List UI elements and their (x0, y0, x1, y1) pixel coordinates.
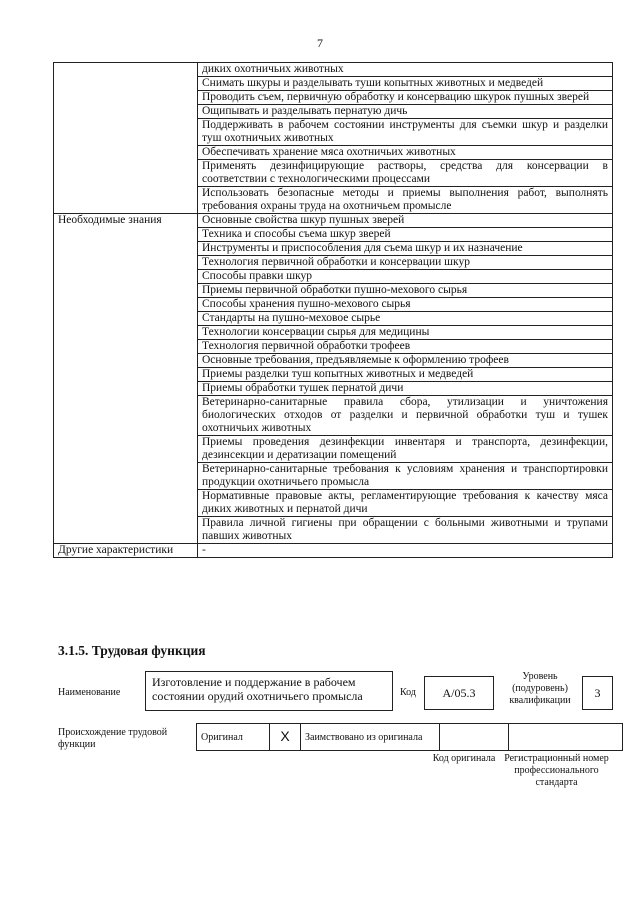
row-value-cell: Правила личной гигиены при обращении с больными животными и трупами павших животных (198, 517, 613, 544)
row-value-cell: Технология первичной обработки трофеев (198, 340, 613, 354)
row-value-cell: Стандарты на пушно-меховое сырье (198, 312, 613, 326)
row-value-cell: Приемы первичной обработки пушно-мехового сырья (198, 284, 613, 298)
row-value-cell: Приемы разделки туш копытных животных и медведей (198, 368, 613, 382)
other-row (54, 544, 613, 558)
row-value-cell: Ветеринарно-санитарные требования к условиям хранения и транспортировки продукции охотничьего промысла (198, 463, 613, 490)
row-value-cell: - (198, 544, 613, 558)
row-value-cell: Способы правки шкур (198, 270, 613, 284)
row-value-cell: Применять дезинфицирующие растворы, средства для консервации в соответствии с технологическими процессами (198, 160, 613, 187)
row-value-cell: Обеспечивать хранение мяса охотничьих животных (198, 146, 613, 160)
skill-row (54, 63, 613, 77)
level-label: Уровень (подуровень) квалификации (509, 671, 571, 706)
original-label: Оригинал (201, 731, 243, 743)
row-value-cell: Приемы проведения дезинфекции инвентаря и транспорта, дезинфекции, дезинсекции и дератизации помещений (198, 436, 613, 463)
row-label-cell (54, 63, 198, 214)
row-value-cell: Проводить съем, первичную обработку и консервацию шкурок пушных зверей (198, 91, 613, 105)
origin-label: Происхождение трудовой функции (58, 727, 168, 750)
row-value-cell: Способы хранения пушно-мехового сырья (198, 298, 613, 312)
origin-code-cell (440, 724, 509, 751)
name-label: Наименование (58, 687, 121, 698)
borrowed-label: Заимствовано из оригинала (305, 731, 423, 743)
row-value-cell: Технологии консервации сырья для медицины (198, 326, 613, 340)
function-code-box: А/05.3 (424, 676, 494, 710)
original-cell (197, 724, 270, 751)
function-name-box: Изготовление и поддержание в рабочем состоянии орудий охотничьего промысла (145, 671, 393, 711)
row-value-cell: Использовать безопасные методы и приемы выполнения работ, выполнять требования охраны труда на охотничьем промысле (198, 187, 613, 214)
origin-table (196, 723, 623, 751)
original-mark: Х (280, 727, 290, 744)
row-label-cell: Необходимые знания (54, 214, 198, 544)
row-value-cell: Технология первичной обработки и консервации шкур (198, 256, 613, 270)
row-value-cell: диких охотничьих животных (198, 63, 613, 77)
row-value-cell: Нормативные правовые акты, регламентирующие требования к качеству мяса диких животных и пернатой дичи (198, 490, 613, 517)
original-mark-cell (270, 724, 301, 751)
borrowed-cell (301, 724, 440, 751)
code-label: Код (400, 687, 416, 698)
knowledge-row (54, 214, 613, 228)
reg-number-cell (509, 724, 623, 751)
row-value-cell: Поддерживать в рабочем состоянии инструменты для съемки шкур и разделки туш охотничьих животных (198, 119, 613, 146)
section-title: 3.1.5. Трудовая функция (58, 643, 206, 658)
row-value-cell: Основные требования, предъявляемые к оформлению трофеев (198, 354, 613, 368)
row-value-cell: Ощипывать и разделывать пернатую дичь (198, 105, 613, 119)
reg-number-caption: Регистрационный номер профессионального стандарта (504, 753, 609, 788)
row-value-cell: Снимать шкуры и разделывать туши копытных животных и медведей (198, 77, 613, 91)
skills-knowledge-table (53, 62, 613, 558)
row-value-cell: Техника и способы съема шкур зверей (198, 228, 613, 242)
page-number: 7 (317, 36, 323, 50)
origin-code-caption: Код оригинала (432, 753, 496, 764)
row-label-cell: Другие характеристики (54, 544, 198, 558)
row-value-cell: Основные свойства шкур пушных зверей (198, 214, 613, 228)
row-value-cell: Инструменты и приспособления для съема шкур и их назначение (198, 242, 613, 256)
level-value-box: 3 (582, 676, 613, 710)
row-value-cell: Приемы обработки тушек пернатой дичи (198, 382, 613, 396)
row-value-cell: Ветеринарно-санитарные правила сбора, утилизации и уничтожения биологических отходов от разделки и первичной обработки туш и тушек охотничьих животных (198, 396, 613, 436)
